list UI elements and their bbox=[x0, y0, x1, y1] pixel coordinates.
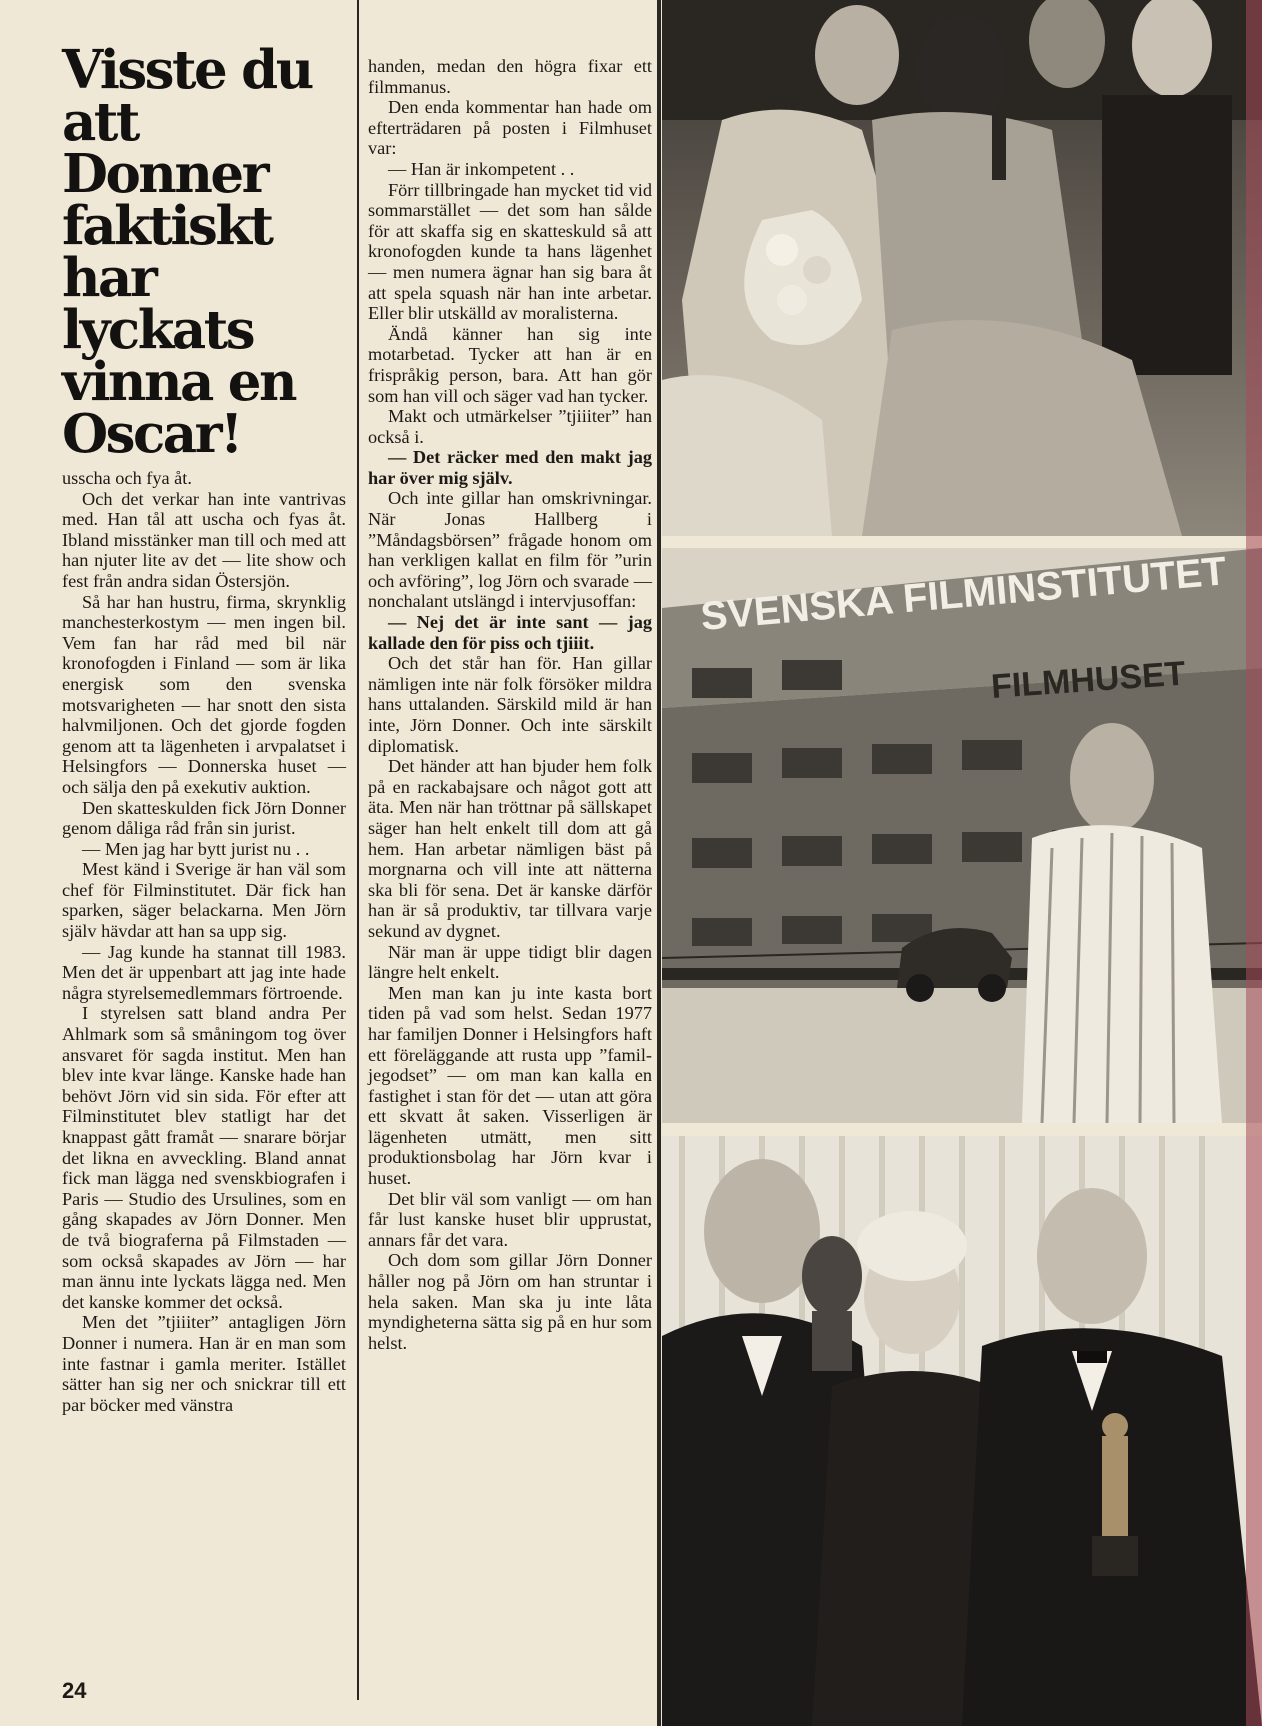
column2-paragraph: När man är uppe tidigt blir dagen längre helt enkelt. bbox=[368, 941, 652, 983]
photo-oscar-ceremony bbox=[662, 1136, 1262, 1726]
column1-paragraph: — Jag kunde ha stannat till 1983. Men det är uppenbart att jag inte hade några styrelsemedlemmars förtroende. bbox=[62, 941, 346, 1003]
column2-paragraph: — Det räcker med den makt jag har över mig själv. bbox=[368, 447, 652, 488]
oscar-photo-illustration bbox=[662, 1136, 1262, 1726]
building-sign-main: SVENSKA FILMINSTITUTET bbox=[698, 549, 1229, 639]
column2-paragraph: Och inte gillar han omskrivningar. När Jonas Hallberg i ”Måndagsbörsen” frågade honom om han verkligen kallat en film för ”urin och avföring”, log Jörn och svarade — nonchalant utslängd i intervjusoffan: bbox=[368, 488, 652, 612]
column2-paragraph: Det händer att han bjuder hem folk på en rackabajsare och något gott att äta. Men när han tröttnar på sällskapet säger han helt enkelt till dom att gå hem. Han arbetar nämligen bäst på morgnarna och vill inte att nätterna ska bli för sena. Det är kanske därför han är så produktiv, tar tillvara varje sekund av dygnet. bbox=[368, 756, 652, 941]
column2-paragraph: Och det står han för. Han gillar nämligen inte när folk försöker mildra hans uttalanden. Särskild mild är han inte, Jörn Donner. Och inte särskilt diplomatisk. bbox=[368, 653, 652, 756]
column2-paragraph: handen, medan den högra fixar ett filmmanus. bbox=[368, 56, 652, 97]
column2-paragraph: Förr tillbringade han mycket tid vid sommarstället — det som han sålde för att skaffa sig en skatteskuld så att kronofogden kunde ta hans lägenhet — men numera ägnar han sig bara åt att spela squash när han inte arbetar. Eller blir utskälld av moralisterna. bbox=[368, 179, 652, 324]
photo-gap-2 bbox=[662, 1123, 1262, 1136]
column-divider-2 bbox=[657, 0, 661, 1726]
press-photo-illustration bbox=[662, 0, 1262, 536]
building-photo-illustration bbox=[662, 548, 1262, 1123]
column1-paragraph: — Men jag har bytt jurist nu . . bbox=[82, 838, 310, 859]
column-2-body bbox=[368, 56, 652, 1353]
column-1-body bbox=[62, 468, 346, 1415]
column1-paragraph: Och det verkar han inte vantrivas med. Han tål att uscha och fyas åt. Ibland misstänker man till och med att han njuter lite av det — lite show och fest från andra sidan Östersjön. bbox=[62, 488, 346, 591]
column1-paragraph: usscha och fya åt. bbox=[62, 468, 192, 488]
article-column-2 bbox=[368, 56, 652, 1353]
column1-paragraph: I styrelsen satt bland andra Per Ahlmark som så småningom tog över ansvaret för sagda institut. Men han blev inte kvar länge. Kanske hade han behövt Jörn vid sin sida. För efter att Filminstitutet blev statligt har det knappast gått framåt — snarare börjar det likna en avveckling. Bland annat fick man lägga ned svenskbiografen i Paris — Studio des Ursulines, som en gång skapades av Jörn Donner. Men de två biograferna på Filmstaden — som också skapades av Jörn — har man ännu inte lyckats lägga ned. Men det kanske kommer det också. bbox=[62, 1003, 346, 1312]
photo-filminstitutet-building bbox=[662, 548, 1262, 1123]
column2-paragraph: Den enda kommentar han hade om efterträdaren på posten i Filmhuset var: bbox=[368, 97, 652, 159]
column2-paragraph: Makt och utmärkelser ”tjiiiter” han också i. bbox=[368, 406, 652, 447]
column2-paragraph: Och dom som gillar Jörn Donner håller nog på Jörn om han struntar i hela saken. Man ska ju inte låta myndigheterna sätta sig på en hur som helst. bbox=[368, 1250, 652, 1353]
page-number: 24 bbox=[62, 1678, 87, 1703]
column2-paragraph: Ändå känner han sig inte motarbetad. Tycker att han är en frispråkig person, bara. Att han gör som han vill och säger vad han tycker. bbox=[368, 323, 652, 406]
column-divider-1 bbox=[357, 0, 359, 1700]
column1-paragraph: Mest känd i Sverige är han väl som chef för Filminstitutet. Där fick han sparken, säger belackarna. Men Jörn själv hävdar att han sa upp sig. bbox=[62, 859, 346, 942]
column1-paragraph: Så har han hustru, firma, skrynklig manchesterkostym — men ingen bil. Vem fan har råd med bil när kronofogden i Finland — som är lika energisk som den svenska motsvarigheten — har snott den sista halvmiljonen. Och det gjorde fogden genom att ta lägenheten i arvpalatset i Helsingfors — Donnerska huset — och sälja den på exekutiv auktion. bbox=[62, 591, 346, 797]
headline: Visste du att Donner faktiskt har lyckats vinna en Oscar! bbox=[62, 39, 312, 465]
article-column-1 bbox=[62, 39, 346, 1415]
column1-paragraph: Den skatteskulden fick Jörn Donner genom dåliga råd från sin jurist. bbox=[62, 797, 346, 839]
column2-paragraph: — Nej det är inte sant — jag kallade den för piss och tjiiit. bbox=[368, 612, 652, 653]
column2-paragraph: — Han är inkompetent . . bbox=[388, 158, 575, 179]
column1-paragraph: Men det ”tjiiiter” antagligen Jörn Donner i numera. Han är en man som inte fastnar i gamla meriter. Istället sätter han sig ner och snickrar till ett par böcker med vänstra bbox=[62, 1312, 346, 1415]
column2-paragraph: Det blir väl som vanligt — om han får lust kanske huset blir upprustat, annars får det vara. bbox=[368, 1188, 652, 1250]
column2-paragraph: Men man kan ju inte kasta bort tiden på vad som helst. Sedan 1977 har familjen Donner i Helsingfors haft ett föreläggande att rusta upp ”familjegodset” — om man kan kalla en fastighet i stan för det — utan att göra ett skvatt åt saken. Visserligen är lägenheten utmätt, men sitt produktionsbolag har Jörn kvar i huset. bbox=[368, 982, 652, 1189]
building-sign-filmhuset: FILMHUSET bbox=[989, 654, 1187, 706]
photo-gap-1 bbox=[662, 536, 1262, 548]
page-edge-strip bbox=[1246, 0, 1262, 1726]
photo-press-conference bbox=[662, 0, 1262, 536]
